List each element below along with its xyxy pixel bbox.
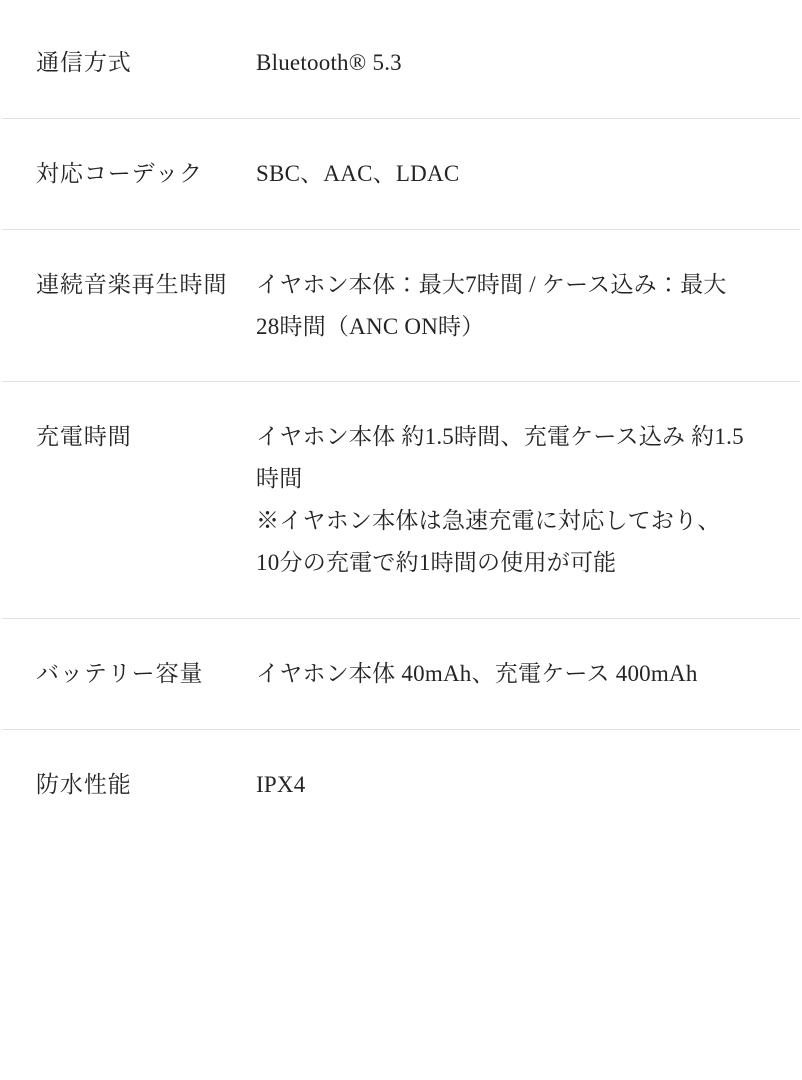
spec-value xyxy=(256,229,802,382)
table-row xyxy=(0,729,802,839)
spec-label: 充電時間 xyxy=(0,382,256,618)
spec-label: 連続音楽再生時間 xyxy=(0,229,256,382)
spec-value xyxy=(256,382,802,618)
spec-value-line: SBC、AAC、LDAC xyxy=(256,160,460,186)
spec-value xyxy=(256,618,802,729)
spec-value xyxy=(256,729,802,839)
table-row xyxy=(0,382,802,618)
page-top-gap xyxy=(0,0,802,8)
table-row xyxy=(0,229,802,382)
spec-value xyxy=(256,8,802,118)
spec-label: 通信方式 xyxy=(0,8,256,118)
spec-label: バッテリー容量 xyxy=(0,618,256,729)
spec-value xyxy=(256,118,802,229)
spec-value-line: イヤホン本体 約1.5時間、充電ケース込み 約1.5時間 xyxy=(256,424,744,492)
spec-value-line: ※イヤホン本体は急速充電に対応しており、10分の充電で約1時間の使用が可能 xyxy=(256,508,721,576)
spec-value-line: イヤホン本体：最大7時間 / ケース込み：最大28時間（ANC ON時） xyxy=(256,271,727,339)
table-row xyxy=(0,118,802,229)
specifications-table xyxy=(0,8,802,840)
spec-value-line: IPX4 xyxy=(256,771,306,797)
spec-value-line: イヤホン本体 40mAh、充電ケース 400mAh xyxy=(256,660,698,686)
specifications-table-body xyxy=(0,8,802,840)
spec-label: 対応コーデック xyxy=(0,118,256,229)
table-row xyxy=(0,8,802,118)
spec-value-line: Bluetooth® 5.3 xyxy=(256,50,402,75)
spec-label: 防水性能 xyxy=(36,771,132,797)
table-row xyxy=(0,618,802,729)
page-left-edge xyxy=(0,0,2,1080)
